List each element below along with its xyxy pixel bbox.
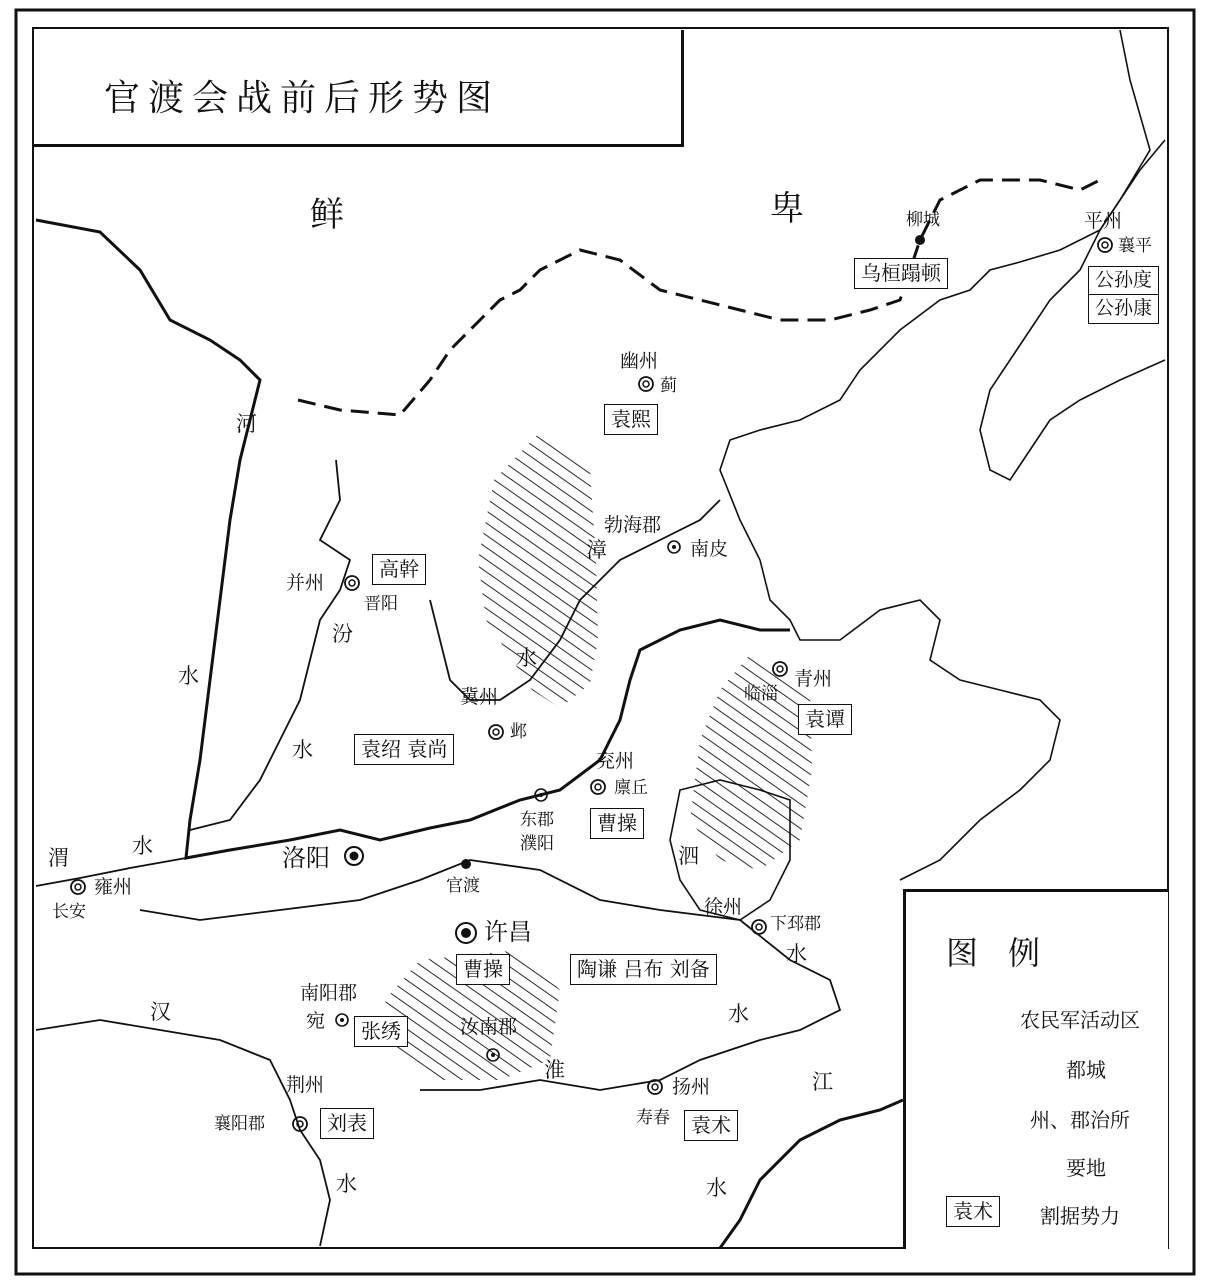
place-yongzhou: 雍州 bbox=[94, 876, 133, 898]
river-label-fen-1: 汾 bbox=[332, 622, 353, 646]
force-taoqian: 陶谦 吕布 刘备 bbox=[570, 954, 717, 985]
river-label-zhang-1: 漳 bbox=[586, 538, 607, 562]
force-yuanshao: 袁绍 袁尚 bbox=[354, 734, 454, 765]
place-ji: 蓟 bbox=[660, 376, 677, 396]
place-qingzhou: 青州 bbox=[794, 668, 833, 690]
seat-changan bbox=[71, 880, 85, 894]
force-yuanxi: 袁熙 bbox=[604, 404, 658, 435]
legend-label-hatch: 农民军活动区 bbox=[1020, 1008, 1140, 1032]
place-liucheng: 柳城 bbox=[906, 210, 940, 230]
place-jingzhou: 荆州 bbox=[286, 1074, 325, 1096]
force-gaogan: 高幹 bbox=[372, 554, 426, 585]
point-liucheng bbox=[915, 235, 925, 245]
river-label-he-1: 河 bbox=[236, 412, 257, 436]
map-title: 官渡会战前后形势图 bbox=[104, 78, 501, 119]
river-label-he-2: 水 bbox=[178, 664, 199, 688]
place-luoyang: 洛阳 bbox=[282, 844, 330, 872]
place-runan: 汝南郡 bbox=[460, 1016, 518, 1038]
legend-label-dot: 要地 bbox=[1066, 1156, 1106, 1180]
seat-xiangping bbox=[1098, 238, 1112, 252]
place-nanpi: 南皮 bbox=[690, 538, 729, 560]
place-xuzhou: 徐州 bbox=[704, 896, 743, 918]
point-guandu bbox=[461, 859, 471, 869]
region-xianbei-2: 卑 bbox=[770, 189, 804, 229]
seat-nanpi bbox=[668, 541, 680, 553]
seat-ye bbox=[489, 725, 503, 739]
place-linqiu: 廪丘 bbox=[614, 778, 648, 798]
force-zhangxiu: 张绣 bbox=[354, 1016, 408, 1047]
place-shouchun: 寿春 bbox=[636, 1108, 670, 1128]
force-liubiao: 刘表 bbox=[320, 1108, 374, 1139]
place-bingzhou: 并州 bbox=[286, 572, 325, 594]
hatch-zone-jizhou bbox=[478, 432, 598, 708]
place-changan: 长安 bbox=[52, 902, 86, 922]
legend-box-sample: 袁术 bbox=[946, 1196, 1000, 1227]
river-label-han-shui: 水 bbox=[336, 1172, 357, 1196]
place-linzi: 临淄 bbox=[744, 684, 778, 704]
place-jinyang: 晋阳 bbox=[364, 594, 398, 614]
capital-luoyang bbox=[345, 847, 363, 865]
legend-label-seat: 州、郡治所 bbox=[1030, 1108, 1130, 1132]
seat-jinyang bbox=[345, 576, 359, 590]
river-jiang bbox=[720, 1100, 903, 1248]
northern-border bbox=[298, 180, 1100, 415]
place-youzhou: 幽州 bbox=[620, 350, 659, 372]
seat-xiapi bbox=[752, 920, 766, 934]
legend-label-box: 割据势力 bbox=[1040, 1204, 1120, 1228]
place-yangzhou: 扬州 bbox=[672, 1076, 711, 1098]
force-wuhuan: 乌桓蹋顿 bbox=[854, 258, 948, 289]
seat-wan bbox=[336, 1014, 348, 1026]
seat-shouchun bbox=[648, 1080, 662, 1094]
place-xiangyang: 襄阳郡 bbox=[214, 1114, 265, 1134]
river-label-huai-2: 水 bbox=[728, 1002, 749, 1026]
force-yuanshu: 袁术 bbox=[684, 1110, 738, 1141]
place-xiangping: 襄平 bbox=[1118, 236, 1152, 256]
legend-label-capital: 都城 bbox=[1066, 1058, 1106, 1082]
place-pingzhou: 平州 bbox=[1084, 210, 1123, 232]
place-dongjun: 东郡 bbox=[520, 810, 554, 830]
capital-xuchang bbox=[456, 923, 476, 943]
river-han bbox=[36, 1020, 330, 1246]
river-label-wei-2: 水 bbox=[132, 834, 153, 858]
force-gongsun-kang: 公孙康 bbox=[1088, 294, 1159, 324]
place-xuchang: 许昌 bbox=[484, 918, 532, 946]
river-label-han: 汉 bbox=[150, 1000, 171, 1024]
river-label-jiang-2: 水 bbox=[706, 1176, 727, 1200]
place-yanzhou: 兖州 bbox=[596, 750, 635, 772]
force-caocao-yan: 曹操 bbox=[590, 808, 644, 839]
place-guandu: 官渡 bbox=[446, 876, 480, 896]
place-xiapi: 下邳郡 bbox=[770, 914, 821, 934]
force-gongsun-du: 公孙度 bbox=[1088, 266, 1159, 296]
place-nanyang: 南阳郡 bbox=[300, 982, 358, 1004]
force-yuantan: 袁谭 bbox=[798, 704, 852, 735]
place-ye: 邺 bbox=[510, 722, 527, 742]
seat-ji bbox=[639, 377, 653, 391]
place-puyang: 濮阳 bbox=[520, 834, 554, 854]
force-caocao-xu: 曹操 bbox=[456, 954, 510, 985]
river-label-wei-1: 渭 bbox=[48, 846, 69, 870]
region-xianbei-1: 鲜 bbox=[310, 195, 344, 235]
river-label-jiang-1: 江 bbox=[812, 1070, 833, 1094]
place-wan: 宛 bbox=[306, 1010, 326, 1032]
river-label-si: 泗 bbox=[678, 844, 699, 868]
river-label-zhang-2: 水 bbox=[516, 646, 537, 670]
place-bohai: 勃海郡 bbox=[604, 514, 662, 536]
river-label-he-3: 水 bbox=[292, 738, 313, 762]
place-jizhou: 冀州 bbox=[460, 686, 499, 708]
river-label-huai-1: 淮 bbox=[544, 1058, 565, 1082]
legend-title: 图例 bbox=[946, 934, 1071, 972]
river-label-si-shui: 水 bbox=[786, 942, 807, 966]
seat-linqiu bbox=[591, 780, 605, 794]
